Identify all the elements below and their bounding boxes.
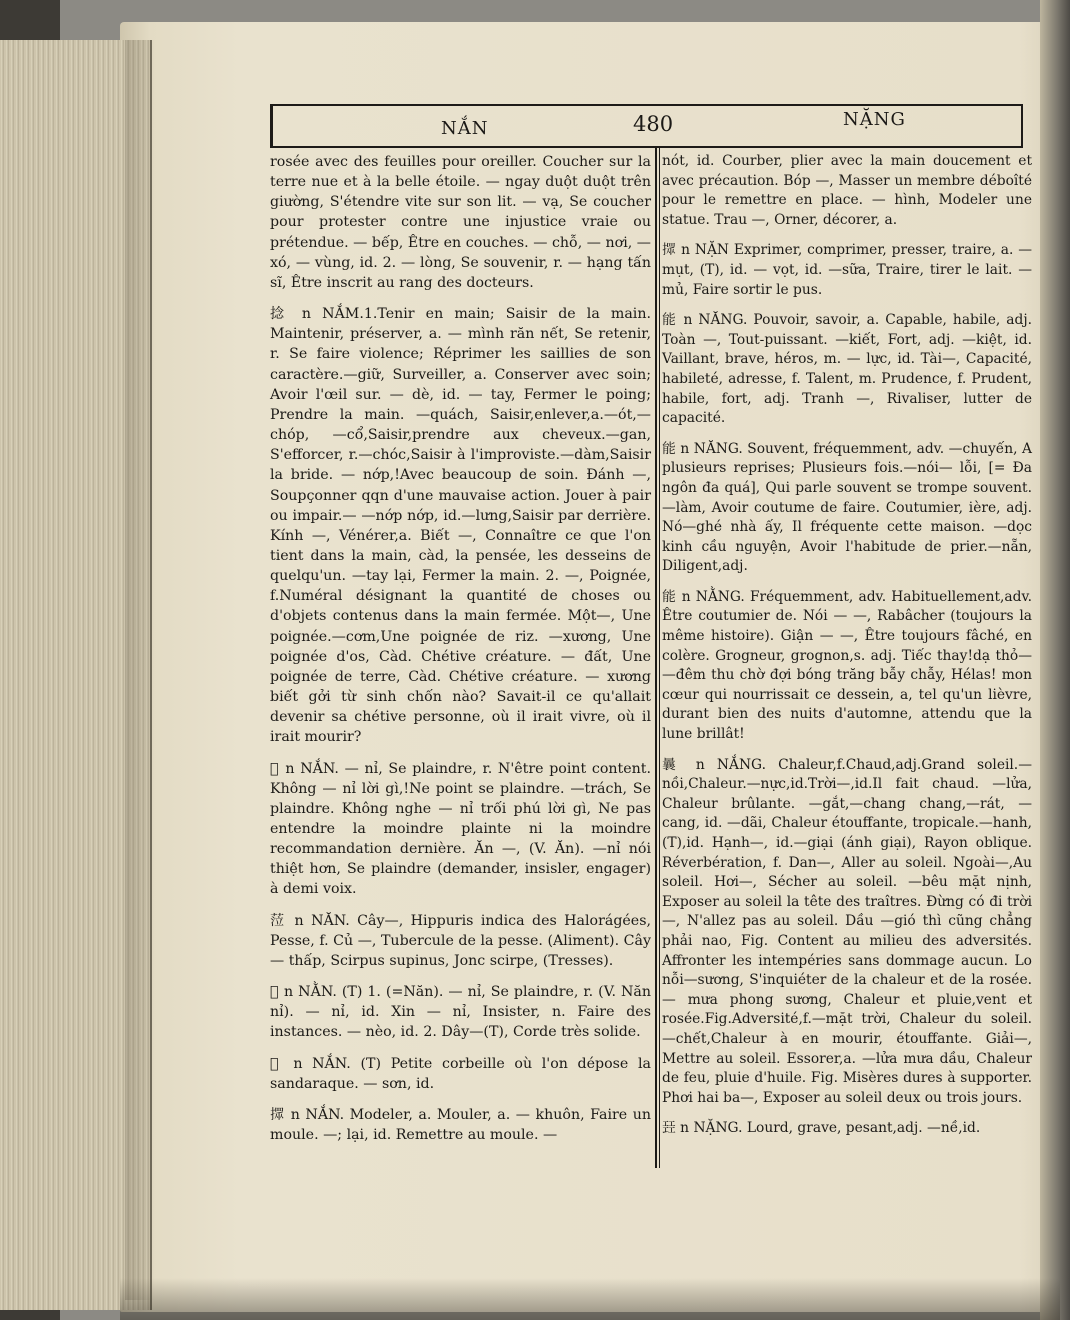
right-page-edge (1040, 0, 1070, 1320)
entry-nan-4: 𥲷 n NẮN. (T) Petite corbeille où l'on dépose la sandaraque. — sơn, id. (270, 1055, 651, 1092)
entry-nang-5: 㠭 n NẶNG. Lourd, grave, pesant,adj. —nề,id. (662, 1120, 981, 1137)
entry-continuation: rosée avec des feuilles pour oreiller. Coucher sur la terre nue et à la belle étoile. — ngay duột duột trên giường, S'étendre vite sur son lit. — vạ, Se coucher pour protester contre une injustice vraie ou prétendue. — bếp, Être en couches. — chỗ, — nơi, — xó, — vùng, id. 2. — lòng, Se souvenir, r. — hạng tấn sĩ, Être inscrit au rang des docteurs. (270, 154, 651, 291)
entry-nang-2: 能 n NĂNG. Souvent, fréquemment, adv. —chuyến, A plusieurs reprises; Plusieurs fois.—nói— lỗi, [= Đa ngôn đa quá], Qui parle souvent se trompe souvent.—làm, Avoir coutume de faire. Coutumier, ière, adj. Nó—ghé nhà ấy, Il fréquente cette maison. —dọc kinh cầu nguyện, Avoir l'habitude de prier.—nẵn, Diligent,adj. (662, 440, 1032, 575)
entry-nang-3: 能 n NẰNG. Fréquemment, adv. Habituellement,adv. Être coutumier de. Nói — —, Rabâcher (toujours la même histoire). Giận — —, Être toujours fâché, en colère. Grogneur, grognon,s. adj. Tiếc thay!dạ thỏ— —đêm thu chờ đợi bóng trăng bẫy chẫy, Hélas! mon cœur qui nourrissait ce dessein, a, tel qu'un lièvre, durant bien des nuits d'automne, attendu que la lune brillât! (662, 588, 1032, 743)
left-column (270, 152, 651, 1145)
header-left-word: NẮN (441, 118, 489, 139)
entry-nan-1: 𠿰 n NẮN. — nỉ, Se plaindre, r. N'être point content. Không — nỉ lời gì,!Ne point se plaindre. —trách, Se plaindre. Không nghe — nỉ trối phú lời gì, Ne pas entendre la moindre plainte ni la moindre recommandation dernière. Ăn —, (V. Ăn). —nỉ nói thiệt hơn, Se plaindre (demander, insisler, engager) à demi voix. (270, 760, 651, 898)
entry-nan-2: 𦲷 n NĂN. Cây—, Hippuris indica des Halorágées, Pesse, f. Củ —, Tubercule de la pesse. (Aliment). Cây — thấp, Scirpus supinus, Jonc scirpe, (Tresses). (270, 912, 651, 969)
entry-nan-press: 𢶢 n NẶN Exprimer, comprimer, presser, traire, a. —mụt, (T), id. — vọt, id. —sữa, Traire, tirer le lait. — mủ, Faire sortir le pus. (662, 242, 1032, 298)
entry-continuation-right: nót, id. Courber, plier avec la main doucement et avec précaution. Bóp —, Masser un membre déboîté pour le remettre en place. — hình, Modeler une statue. Trau —, Orner, décorer, a. (662, 153, 1032, 228)
entry-nang-1: 能 n NĂNG. Pouvoir, savoir, a. Capable, habile, adj. Toàn —, Tout-puissant. —kiết, Fort, adj. —kiệt, id. Vaillant, brave, héros, m. — lực, id. Tài—, Capacité, habileté, adresse, f. Talent, m. Prudence, f. Prudent, habile, fort, adj. Tranh —, Rivaliser, lutter de capacité. (662, 312, 1032, 427)
bottom-shadow (120, 1278, 1060, 1320)
page-gutter-shadow (125, 40, 155, 1300)
entry-nan-3: 𠿰 n NẰN. (T) 1. (=Năn). — nỉ, Se plaindre, r. (V. Năn nỉ). — nỉ, id. Xin — nỉ, Insister, n. Faire des instances. — nèo, id. 2. Dây—(T), Corde très solide. (270, 984, 651, 1041)
right-column (662, 152, 1032, 1139)
header-right-word: NẶNG (843, 109, 906, 130)
page-number: 480 (633, 112, 674, 136)
entry-nang-4: 曩 n NẮNG. Chaleur,f.Chaud,adj.Grand soleil.—nồi,Chaleur.—nực,id.Trời—,id.Il fait chaud. —lửa, Chaleur brûlante. —gắt,—chang chang,—rát, — cang, id. —dãi, Chaleur étouffante, tropicale.—hanh, (T),id. Hạnh—, id.—giại (ánh giại), Rayon oblique. Réverbération, f. Dan—, Aller au soleil. Ngoài—,Au soleil. Hơi—, Sécher au soleil. —bêu mặt nịnh, Exposer au soleil la tête des traîtres. Đừng có đi trời—, N'allez pas au soleil. Dầu —gió thì cũng chẳng phải nao, Fig. Content au milieu des adversités. Affronter les intempéries sans dommage aucun. Lo nỗi—sương, S'inquiéter de la chaleur et de la rosée. — mưa phong sương, Chaleur et pluie,vent et rosée.Fig.Adversité,f.—mặt trời, Chaleur du soleil. —chết,Chaleur à en mourir, étouffante. Giải—, Mettre au soleil. Essorer,a. —lửa mưa dầu, Chaleur de feu, pluie d'huile. Fig. Misères dures à supporter. Phơi hai ba—, Exposer au soleil deux ou trois jours. (662, 756, 1032, 1106)
running-header (270, 104, 1023, 148)
entry-nam: 捻 n NẮM.1.Tenir en main; Saisir de la main. Maintenir, préserver, a. — mình răn nết, Se retenir, r. Se faire violence; Réprimer les saillies de son caractère.—giữ, Surveiller, a. Conserver avec soin; Avoir l'œil sur. — dè, id. — tay, Fermer le poing; Prendre la main. —quách, Saisir,enlever,a.—ót,—chóp, —cổ,Saisir,prendre aux cheveux.—gan, S'efforcer, r.—chóc,Saisir à l'improviste.—dàm,Saisir la bride. — nớp,!Avec beaucoup de soin. Đánh —, Soupçonner qqn d'une mauvaise action. Jouer à pair ou impair.— —nớp nớp, id.—lưng,Saisir par derrière. Kính —, Vénérer,a. Biết —, Connaître ce que l'on tient dans la main, càd, la pensée, les desseins de quelqu'un. —tay lại, Fermer la main. 2. —, Poignée, f.Numéral désignant la quantité de choses ou d'objets contenus dans la main fermée. Một—, Une poignée.—cơm,Une poignée de riz. —xương, Une poignée d'os, Càd. Chétive créature. — đất, Une poignée de terre, Càd. Chétive créature. — xương biết gởi từ sinh chốn nào? Savait-il ce qu'allait devenir sa chétive personne, où il irait vivre, où il irait mourir? (270, 306, 651, 746)
column-divider (655, 148, 660, 1168)
entry-nan-5: 𢶢 n NẮN. Modeler, a. Mouler, a. — khuôn, Faire un moule. —; lại, id. Remettre au moule. — (270, 1106, 651, 1144)
